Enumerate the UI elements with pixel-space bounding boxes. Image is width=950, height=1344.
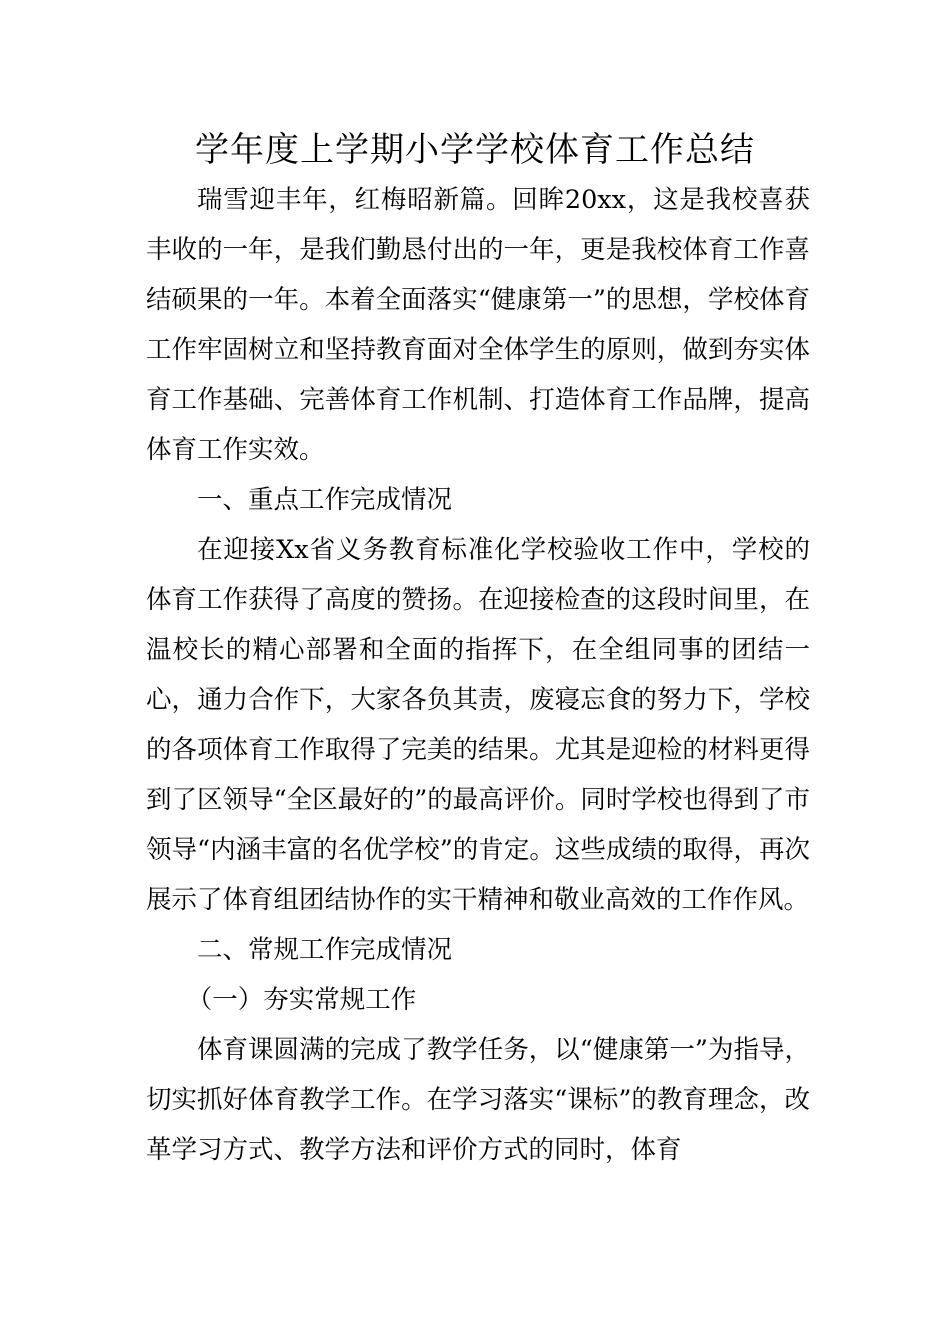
- pe-class-paragraph: 体育课圆满的完成了教学任务，以“健康第一”为指导，切实抓好体育教学工作。在学习落实“课标”的教育理念，改革学习方式、教学方法和评价方式的同时，体育: [146, 1035, 810, 1165]
- subsection-heading-routine: （一）夯实常规工作: [186, 985, 417, 1015]
- section-heading-key-work: 一、重点工作完成情况: [197, 485, 453, 515]
- section-heading-routine-work: 二、常规工作完成情况: [197, 935, 453, 965]
- document-body: [146, 175, 810, 1175]
- key-work-paragraph: 在迎接Xx省义务教育标准化学校验收工作中，学校的体育工作获得了高度的赞扬。在迎接检查的这段时间里，在温校长的精心部署和全面的指挥下，在全组同事的团结一心，通力合作下，大家各负其责，废寝忘食的努力下，学校的各项体育工作取得了完美的结果。尤其是迎检的材料更得到了区领导“全区最好的”的最高评价。同时学校也得到了市领导“内涵丰富的名优学校”的肯定。这些成绩的取得，再次展示了体育组团结协作的实干精神和敬业高效的工作作风。: [146, 535, 810, 915]
- document-title: 学年度上学期小学学校体育工作总结: [195, 130, 755, 170]
- intro-paragraph: 瑞雪迎丰年，红梅昭新篇。回眸20xx，这是我校喜获丰收的一年，是我们勤恳付出的一年，更是我校体育工作喜结硕果的一年。本着全面落实“健康第一”的思想，学校体育工作牢固树立和坚持教育面对全体学生的原则，做到夯实体育工作基础、完善体育工作机制、打造体育工作品牌，提高体育工作实效。: [146, 185, 810, 465]
